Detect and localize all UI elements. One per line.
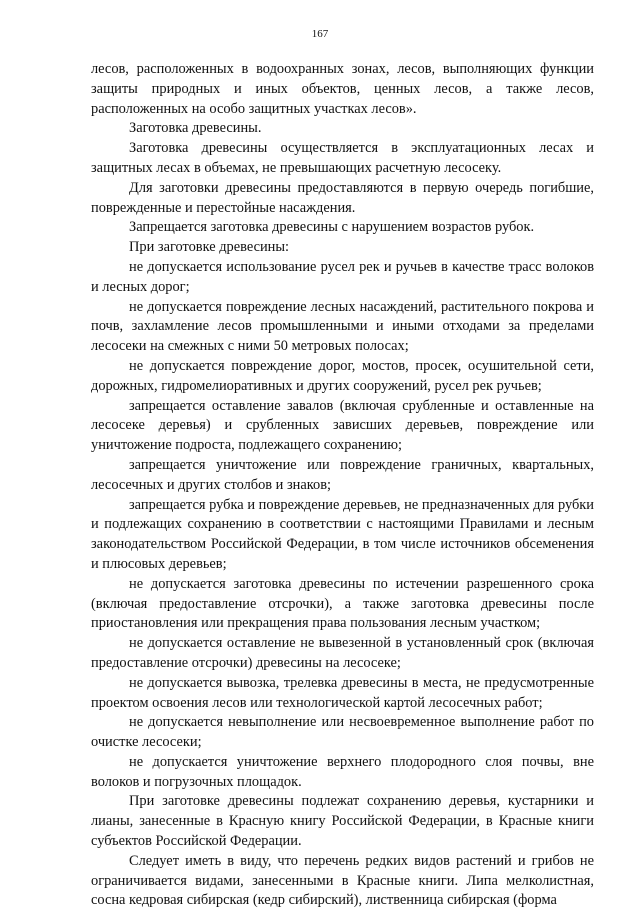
paragraph: Следует иметь в виду, что перечень редких видов растений и грибов не ограничивается видами, занесенными в Красные книги. Липа мелколистная, сосна кедровая сибирская (кедр сибирский), лиственница сибирская (форма xyxy=(91,852,594,909)
document-body xyxy=(91,60,594,911)
paragraph: При заготовке древесины: xyxy=(129,239,290,256)
paragraph: не допускается повреждение лесных насаждений, растительного покрова и почв, захламление лесов промышленными и иными отходами за пределами лесосеки на смежных с ними 50 метровых полосах; xyxy=(91,298,594,355)
paragraph: запрещается рубка и повреждение деревьев, не предназначенных для рубки и подлежащих сохранению в соответствии с настоящими Правилами и лесным законодательством Российской Федерации, в том числе источников обсеменения и плюсовых деревьев; xyxy=(91,496,594,572)
paragraph: не допускается невыполнение или несвоевременное выполнение работ по очистке лесосеки; xyxy=(91,714,594,751)
paragraph: не допускается использование русел рек и ручьев в качестве трасс волоков и лесных дорог; xyxy=(91,258,594,295)
paragraph: не допускается вывозка, трелевка древесины в места, не предусмотренные проектом освоения лесов или технологической картой лесосечных работ; xyxy=(91,674,594,711)
paragraph: Заготовка древесины осуществляется в эксплуатационных лесах и защитных лесах в объемах, не превышающих расчетную лесосеку. xyxy=(91,140,594,176)
paragraph: Заготовка древесины. xyxy=(129,120,262,137)
paragraph: Запрещается заготовка древесины с нарушением возрастов рубок. xyxy=(129,219,535,236)
paragraph: При заготовке древесины подлежат сохранению деревья, кустарники и лианы, занесенные в Красную книгу Российской Федерации, в Красные книги субъектов Российской Федерации. xyxy=(91,793,594,850)
paragraph: не допускается оставление не вывезенной в установленный срок (включая предоставление отсрочки) древесины на лесосеке; xyxy=(91,635,594,671)
paragraph: не допускается уничтожение верхнего плодородного слоя почвы, вне волоков и погрузочных площадок. xyxy=(91,753,594,790)
paragraph: не допускается заготовка древесины по истечении разрешенного срока (включая предоставление отсрочки), а также заготовка древесины после приостановления или прекращения права пользования лесным участком; xyxy=(91,575,594,632)
paragraph: лесов, расположенных в водоохранных зонах, лесов, выполняющих функции защиты природных и иных объектов, ценных лесов, а также лесов, расположенных на особо защитных участках лесов». xyxy=(91,61,594,117)
paragraph: не допускается повреждение дорог, мостов, просек, осушительной сети, дорожных, гидромелиоративных и других сооружений, русел рек ручьев; xyxy=(91,357,594,394)
page-number: 167 xyxy=(311,28,329,40)
paragraph: Для заготовки древесины предоставляются в первую очередь погибшие, поврежденные и перестойные насаждения. xyxy=(91,179,594,216)
paragraph: запрещается уничтожение или повреждение граничных, квартальных, лесосечных и других столбов и знаков; xyxy=(91,456,594,493)
paragraph: запрещается оставление завалов (включая срубленные и оставленные на лесосеке деревья) и срубленных зависших деревьев, повреждение или уничтожение подроста, подлежащего сохранению; xyxy=(91,397,594,454)
